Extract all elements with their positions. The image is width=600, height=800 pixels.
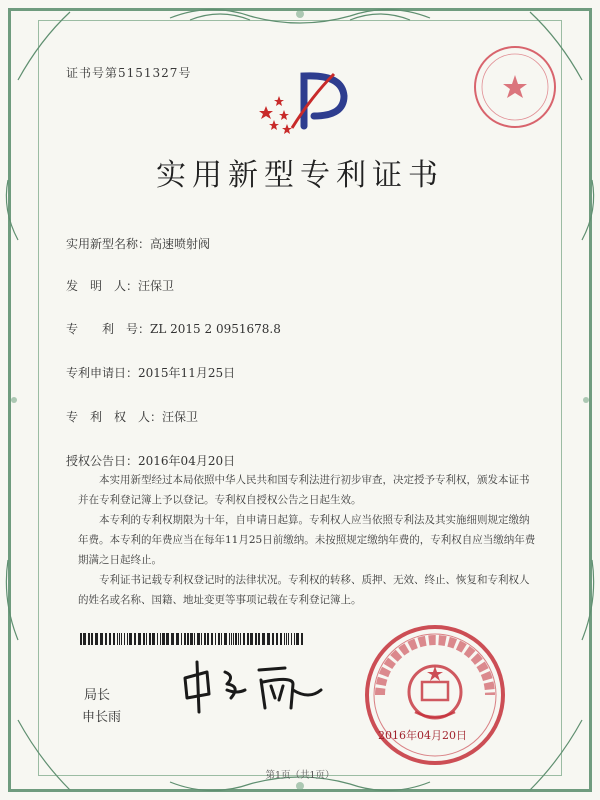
field-value: ZL 2015 2 0951678.8 [150,322,281,336]
field-label: 专 利 权 人： [66,410,163,424]
signatory-name: 申长雨 [82,710,122,725]
field-patent-number [66,320,281,337]
signatory-title: 局长 [84,688,111,703]
agency-stamp [470,42,560,132]
field-value: 汪保卫 [162,410,199,424]
field-application-date [66,364,235,381]
field-inventor [66,277,174,294]
field-value: 2016年04月20日 [138,454,236,468]
field-utility-name [66,235,210,252]
field-value: 高速喷射阀 [150,237,211,251]
patent-office-logo [252,66,352,136]
body-paragraph: 本实用新型经过本局依照中华人民共和国专利法进行初步审查，决定授予专利权，颁发本证书并在专利登记簿上予以登记。专利权自授权公告之日起生效。 [78,474,530,506]
field-label: 专 利 号： [66,322,151,336]
field-label: 实用新型名称： [66,237,151,251]
certificate-number: 证书号第5151327号 [66,66,192,80]
certificate-body [78,470,538,610]
field-value: 汪保卫 [138,279,175,293]
field-label: 发 明 人： [66,279,139,293]
handwritten-signature [175,650,325,720]
barcode [80,633,305,645]
field-grant-date [66,452,235,469]
body-paragraph: 专利证书记载专利权登记时的法律状况。专利权的转移、质押、无效、终止、恢复和专利权人的姓名或名称、国籍、地址变更等事项记载在专利登记簿上。 [78,574,530,606]
field-label: 专利申请日： [66,366,139,380]
seal-date: 2016年04月20日 [378,729,467,742]
field-label: 授权公告日： [66,454,139,468]
field-value: 2015年11月25日 [138,366,236,380]
page-number: 第1页（共1页） [265,770,335,781]
body-paragraph: 本专利的专利权期限为十年，自申请日起算。专利权人应当依照专利法及其实施细则规定缴纳年费。本专利的年费应当在每年11月25日前缴纳。未按照规定缴纳年费的，专利权自应当缴纳年费期满之日起终止。 [78,514,536,566]
field-patentee [66,408,198,425]
certificate-title: 实用新型专利证书 [156,158,444,193]
official-seal [360,620,510,770]
